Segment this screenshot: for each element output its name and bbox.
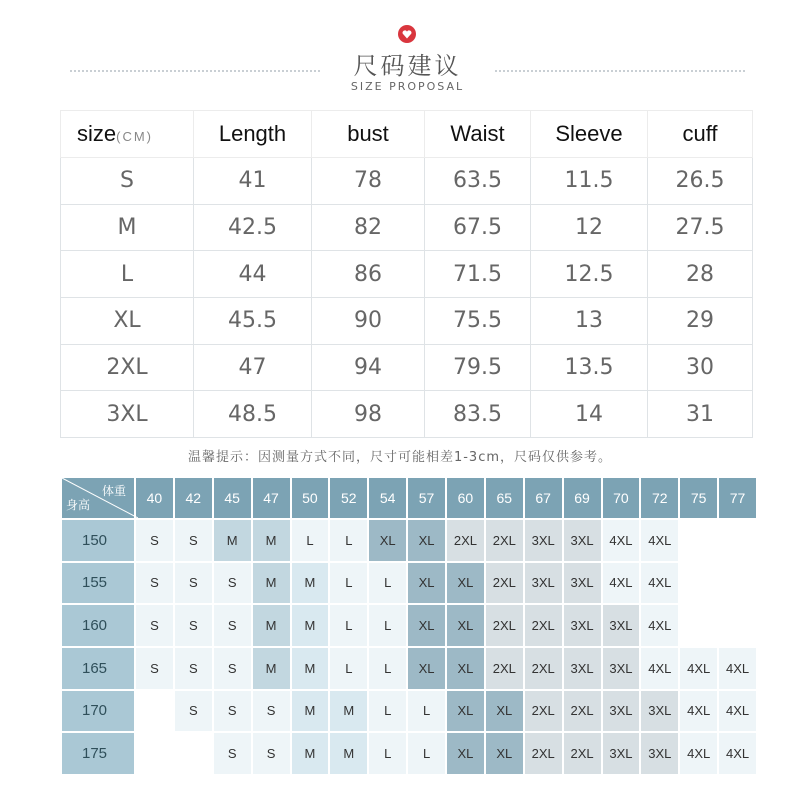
table-cell: 47 [194, 344, 312, 391]
weight-header: 50 [292, 478, 329, 518]
grid-cell: 3XL [525, 520, 562, 561]
corner-height-label: 身高 [66, 498, 91, 512]
weight-header-row [62, 478, 756, 518]
grid-cell: 2XL [447, 520, 484, 561]
weight-header: 67 [525, 478, 562, 518]
col-header-cuff: cuff [648, 111, 753, 158]
grid-cell: 4XL [641, 520, 678, 561]
grid-cell: S [214, 648, 251, 689]
height-header: 165 [62, 648, 134, 689]
grid-cell: 4XL [641, 563, 678, 604]
grid-cell: 2XL [486, 520, 523, 561]
grid-cell: S [214, 563, 251, 604]
table-cell: 26.5 [648, 158, 753, 205]
grid-cell: 4XL [680, 648, 717, 689]
table-cell: L [61, 251, 194, 298]
table-cell: 94 [312, 344, 425, 391]
grid-cell: M [292, 605, 329, 646]
grid-cell: S [175, 605, 212, 646]
weight-header: 52 [330, 478, 367, 518]
grid-cell: S [175, 520, 212, 561]
grid-cell: XL [408, 648, 445, 689]
grid-cell [719, 605, 756, 646]
grid-cell: 4XL [680, 691, 717, 732]
grid-cell: S [136, 520, 173, 561]
header [0, 0, 800, 100]
grid-cell: L [369, 648, 406, 689]
table-row [61, 391, 753, 438]
weight-header: 75 [680, 478, 717, 518]
grid-cell: 4XL [603, 520, 640, 561]
grid-cell: 2XL [486, 605, 523, 646]
unit-label: (CM) [116, 129, 154, 144]
table-cell: 78 [312, 158, 425, 205]
corner-weight-label: 体重 [101, 484, 126, 498]
table-cell: 2XL [61, 344, 194, 391]
grid-cell [136, 691, 173, 732]
grid-cell: 3XL [641, 733, 678, 774]
grid-cell: 2XL [525, 648, 562, 689]
grid-cell: 3XL [564, 520, 601, 561]
grid-cell: M [292, 691, 329, 732]
grid-cell: L [369, 563, 406, 604]
grid-cell: M [292, 648, 329, 689]
grid-cell [680, 605, 717, 646]
grid-cell: M [253, 520, 290, 561]
table-cell: 12 [531, 204, 648, 251]
grid-cell: S [214, 691, 251, 732]
grid-cell: XL [408, 520, 445, 561]
grid-cell: XL [486, 733, 523, 774]
page-subtitle: SIZE PROPOSAL [350, 80, 465, 93]
table-cell: 83.5 [425, 391, 531, 438]
weight-header: 57 [408, 478, 445, 518]
grid-cell [719, 520, 756, 561]
height-header: 175 [62, 733, 134, 774]
grid-cell: L [292, 520, 329, 561]
grid-cell: S [175, 648, 212, 689]
grid-cell: S [214, 605, 251, 646]
col-header-waist: Waist [425, 111, 531, 158]
weight-header: 47 [253, 478, 290, 518]
weight-header: 60 [447, 478, 484, 518]
grid-cell: S [214, 733, 251, 774]
grid-corner [62, 478, 134, 518]
grid-cell: L [330, 605, 367, 646]
grid-cell: 2XL [486, 563, 523, 604]
weight-header: 42 [175, 478, 212, 518]
grid-cell: 4XL [719, 691, 756, 732]
grid-cell: 3XL [641, 691, 678, 732]
table-cell: 12.5 [531, 251, 648, 298]
table-cell: S [61, 158, 194, 205]
table-cell: 98 [312, 391, 425, 438]
table-row [61, 251, 753, 298]
table-cell: XL [61, 297, 194, 344]
table-cell: 30 [648, 344, 753, 391]
table-cell: 13 [531, 297, 648, 344]
grid-cell: S [253, 691, 290, 732]
grid-cell: S [175, 563, 212, 604]
table-cell: 48.5 [194, 391, 312, 438]
grid-cell: 2XL [564, 733, 601, 774]
heart-icon [398, 25, 416, 43]
grid-cell: XL [408, 605, 445, 646]
col-header-bust: bust [312, 111, 425, 158]
grid-cell: 4XL [680, 733, 717, 774]
grid-cell: XL [447, 648, 484, 689]
weight-header: 77 [719, 478, 756, 518]
table-cell: 71.5 [425, 251, 531, 298]
grid-row [62, 563, 756, 604]
grid-cell: 2XL [525, 605, 562, 646]
col-header-size: size(CM) [61, 111, 194, 158]
height-header: 160 [62, 605, 134, 646]
grid-cell: 2XL [525, 733, 562, 774]
grid-cell: 4XL [603, 563, 640, 604]
weight-header: 70 [603, 478, 640, 518]
grid-cell: S [136, 605, 173, 646]
grid-cell: 3XL [525, 563, 562, 604]
table-cell: 75.5 [425, 297, 531, 344]
table-cell: 3XL [61, 391, 194, 438]
col-header-sleeve: Sleeve [531, 111, 648, 158]
weight-header: 45 [214, 478, 251, 518]
grid-cell: 2XL [525, 691, 562, 732]
grid-cell: 3XL [564, 563, 601, 604]
table-cell: 13.5 [531, 344, 648, 391]
table-cell: 90 [312, 297, 425, 344]
grid-cell: S [136, 648, 173, 689]
dotted-divider-right [495, 70, 745, 72]
grid-cell: XL [447, 563, 484, 604]
table-cell: 79.5 [425, 344, 531, 391]
table-row [61, 158, 753, 205]
grid-cell: 4XL [719, 733, 756, 774]
grid-row [62, 520, 756, 561]
table-cell: 86 [312, 251, 425, 298]
grid-cell: 3XL [603, 691, 640, 732]
grid-cell [175, 733, 212, 774]
table-cell: 29 [648, 297, 753, 344]
height-header: 170 [62, 691, 134, 732]
grid-cell: S [175, 691, 212, 732]
col-header-length: Length [194, 111, 312, 158]
grid-cell [136, 733, 173, 774]
grid-cell: M [330, 691, 367, 732]
grid-cell: 2XL [564, 691, 601, 732]
grid-cell: M [292, 563, 329, 604]
table-cell: 82 [312, 204, 425, 251]
grid-cell: 2XL [486, 648, 523, 689]
table-cell: 45.5 [194, 297, 312, 344]
grid-row [62, 605, 756, 646]
grid-cell: L [408, 691, 445, 732]
grid-cell: L [408, 733, 445, 774]
grid-cell: XL [447, 691, 484, 732]
grid-cell: 3XL [564, 648, 601, 689]
grid-cell: L [369, 733, 406, 774]
grid-cell: L [330, 520, 367, 561]
grid-cell: S [253, 733, 290, 774]
grid-cell: 3XL [603, 648, 640, 689]
table-cell: 41 [194, 158, 312, 205]
grid-cell: L [369, 605, 406, 646]
grid-cell [680, 520, 717, 561]
grid-cell: M [253, 648, 290, 689]
grid-cell [719, 563, 756, 604]
grid-cell: XL [486, 691, 523, 732]
grid-cell: 4XL [641, 605, 678, 646]
grid-cell: 3XL [564, 605, 601, 646]
grid-cell: XL [447, 605, 484, 646]
page-title: 尺码建议 [353, 52, 462, 80]
grid-cell [680, 563, 717, 604]
table-cell: M [61, 204, 194, 251]
weight-header: 72 [641, 478, 678, 518]
table-cell: 67.5 [425, 204, 531, 251]
height-header: 150 [62, 520, 134, 561]
grid-cell: XL [408, 563, 445, 604]
table-row [61, 204, 753, 251]
table-cell: 31 [648, 391, 753, 438]
grid-cell: L [369, 691, 406, 732]
grid-cell: M [214, 520, 251, 561]
dotted-divider-left [70, 70, 320, 72]
grid-row [62, 733, 756, 774]
grid-cell: 4XL [641, 648, 678, 689]
grid-cell: L [330, 648, 367, 689]
table-cell: 27.5 [648, 204, 753, 251]
height-header: 155 [62, 563, 134, 604]
grid-cell: 3XL [603, 733, 640, 774]
grid-cell: XL [447, 733, 484, 774]
grid-cell: M [253, 605, 290, 646]
grid-row [62, 648, 756, 689]
table-cell: 11.5 [531, 158, 648, 205]
weight-header: 65 [486, 478, 523, 518]
table-cell: 63.5 [425, 158, 531, 205]
table-cell: 42.5 [194, 204, 312, 251]
grid-cell: XL [369, 520, 406, 561]
weight-header: 54 [369, 478, 406, 518]
table-cell: 44 [194, 251, 312, 298]
size-table [60, 110, 753, 438]
grid-cell: 4XL [719, 648, 756, 689]
grid-cell: S [136, 563, 173, 604]
weight-header: 40 [136, 478, 173, 518]
table-cell: 28 [648, 251, 753, 298]
grid-cell: M [253, 563, 290, 604]
grid-cell: L [330, 563, 367, 604]
grid-cell: M [330, 733, 367, 774]
grid-cell: 3XL [603, 605, 640, 646]
table-row [61, 297, 753, 344]
size-note: 温馨提示：因测量方式不同，尺寸可能相差1-3cm，尺码仅供参考。 [187, 450, 613, 465]
weight-height-grid [60, 476, 758, 776]
weight-header: 69 [564, 478, 601, 518]
table-row [61, 344, 753, 391]
table-cell: 14 [531, 391, 648, 438]
size-table-header [61, 111, 753, 158]
grid-cell: M [292, 733, 329, 774]
grid-row [62, 691, 756, 732]
